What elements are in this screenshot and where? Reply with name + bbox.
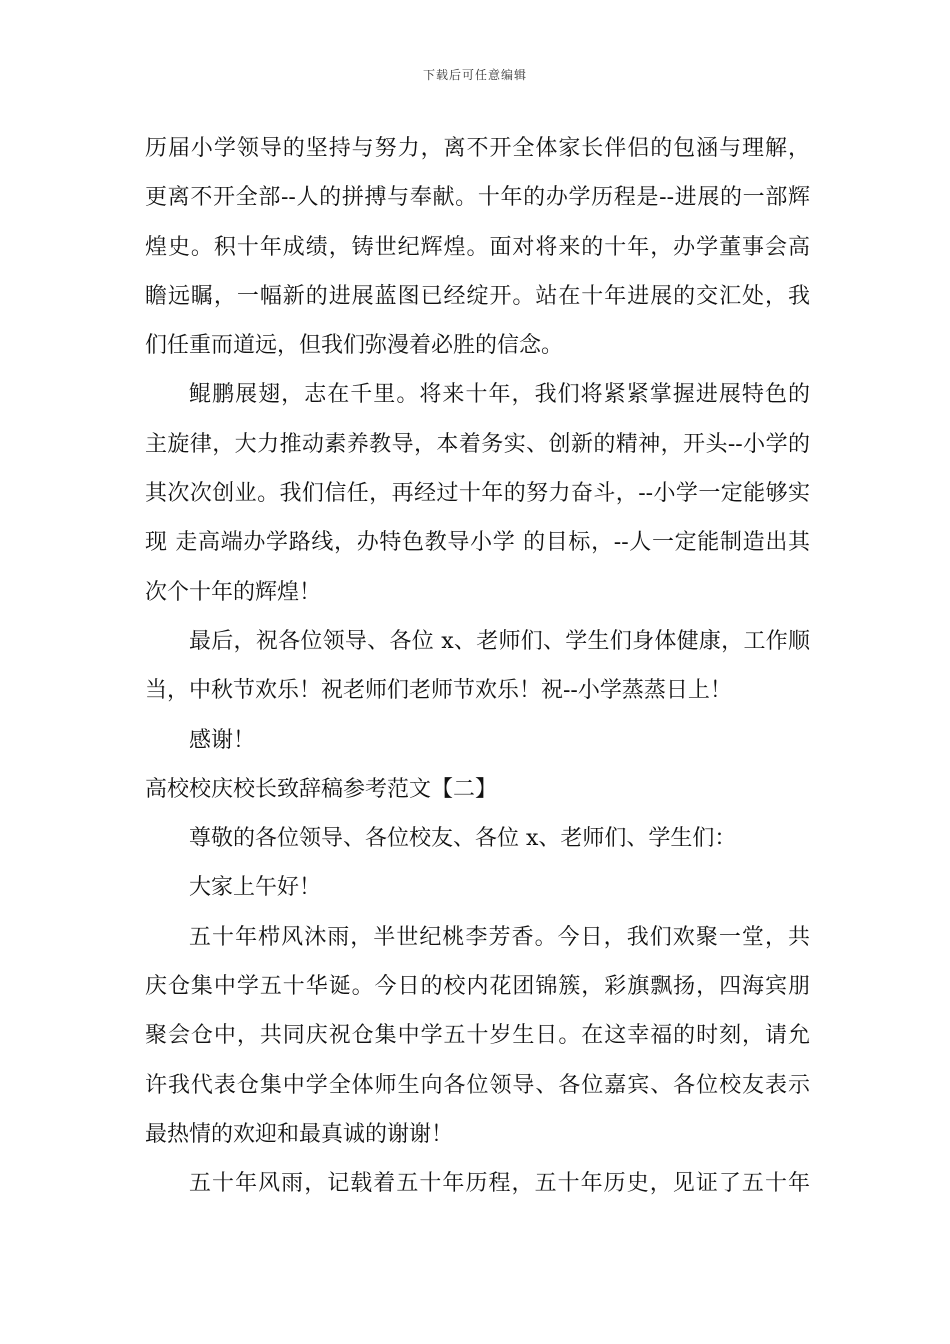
text-line: 鲲鹏展翅，志在千里。将来十年，我们将紧紧掌握进展特色的 (189, 382, 810, 408)
text-line: 瞻远瞩，一幅新的进展蓝图已经绽开。站在十年进展的交汇处，我 (145, 283, 810, 309)
text-line: 其次次创业。我们信任，再经过十年的努力奋斗，--小学一定能够实 (145, 481, 810, 507)
text-line: 五十年栉风沐雨，半世纪桃李芳香。今日，我们欢聚一堂，共 (189, 924, 810, 950)
salutation-line: 尊敬的各位领导、各位校友、各位 x、老师们、学生们： (189, 826, 737, 852)
text-line: 主旋律，大力推动素养教导，本着务实、创新的精神，开头--小学的 (145, 431, 810, 457)
greeting-line: 大家上午好！ (189, 875, 322, 901)
text-line: 感谢！ (189, 727, 256, 753)
page-header: 下载后可任意编辑 (422, 68, 527, 82)
text-line: 历届小学领导的坚持与努力，离不开全体家长伴侣的包涵与理解， (145, 136, 810, 161)
document-body (145, 124, 810, 1209)
text-line: 次个十年的辉煌！ (145, 579, 322, 605)
text-line: 更离不开全部--人的拼搏与奉献。十年的办学历程是--进展的一部辉 (145, 185, 810, 211)
text-line: 最后，祝各位领导、各位 x、老师们、学生们身体健康，工作顺 (189, 628, 810, 654)
text-line: 最热情的欢迎和最真诚的谢谢！ (145, 1121, 454, 1147)
text-line: 许我代表仓集中学全体师生向各位领导、各位嘉宾、各位校友表示 (145, 1072, 810, 1098)
text-line: 聚会仓中，共同庆祝仓集中学五十岁生日。在这幸福的时刻，请允 (145, 1023, 810, 1049)
section-heading: 高校校庆校长致辞稿参考范文【二】 (145, 776, 498, 802)
text-line: 当，中秋节欢乐！祝老师们老师节欢乐！祝--小学蒸蒸日上！ (145, 678, 732, 704)
text-line: 五十年风雨，记载着五十年历程，五十年历史，见证了五十年 (189, 1171, 810, 1197)
text-line: 煌史。积十年成绩，铸世纪辉煌。面对将来的十年，办学董事会高 (145, 234, 810, 260)
text-line: 们任重而道远，但我们弥漫着必胜的信念。 (145, 333, 564, 359)
text-line: 现 走高端办学路线，办特色教导小学 的目标，--人一定能制造出其 (145, 530, 810, 556)
text-line: 庆仓集中学五十华诞。今日的校内花团锦簇，彩旗飘扬，四海宾朋 (145, 974, 810, 1000)
